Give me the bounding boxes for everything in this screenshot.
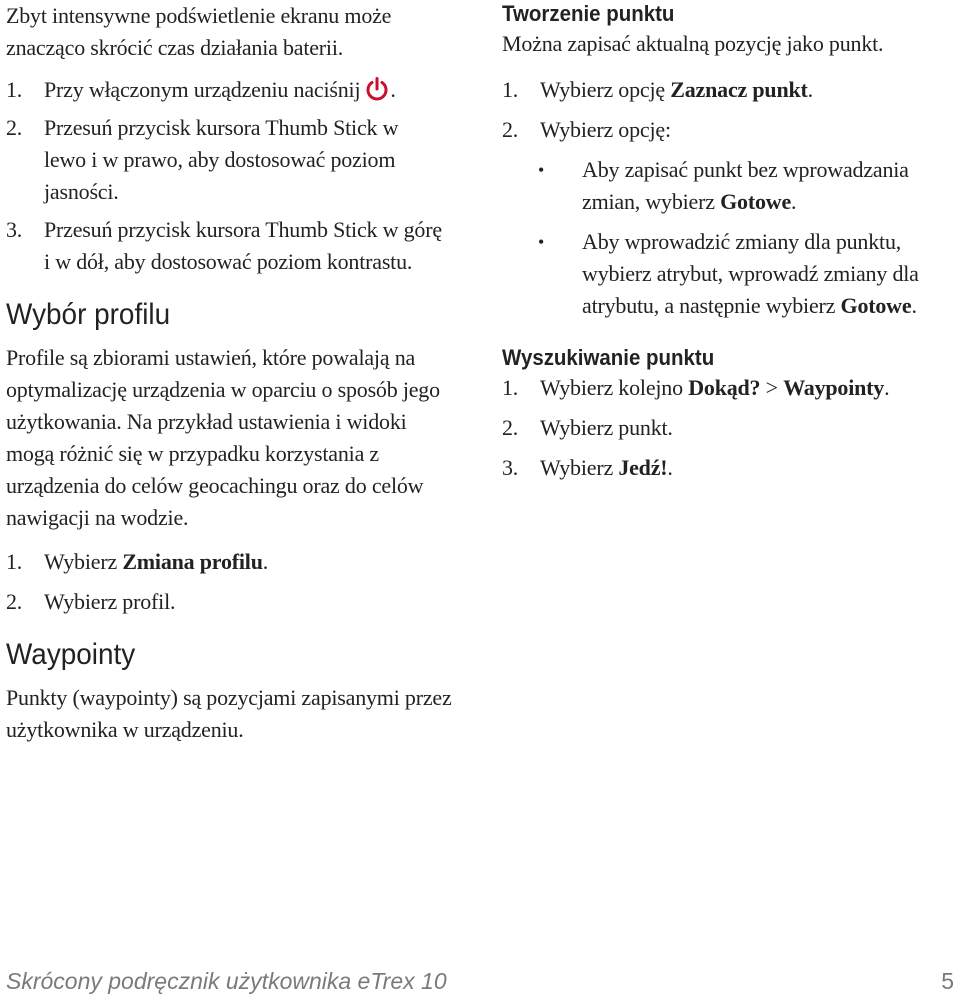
page-footer [6, 968, 954, 1002]
list-item: 3. Przesuń przycisk kursora Thumb Stick w górę i w dół, aby dostosować poziom kontrastu. [6, 217, 442, 274]
list-item: 2. Przesuń przycisk kursora Thumb Stick w lewo i w prawo, aby dostosować poziom jasności. [6, 115, 399, 204]
profile-heading: Wybór profilu [6, 298, 171, 331]
list-item: 1. Przy włączonym urządzeniu naciśnij . [6, 77, 396, 102]
right-column [502, 0, 954, 484]
list-item: 2. Wybierz profil. [6, 589, 176, 614]
manual-title: Skrócony podręcznik użytkownika eTrex 10 [6, 968, 447, 994]
list-item: 2. Wybierz punkt. [502, 415, 673, 440]
list-item: 2. Wybierz opcję: [502, 117, 671, 142]
left-column [6, 0, 466, 746]
waypoints-description: Punkty (waypointy) są pozycjami zapisanymi przez użytkownika w urządzeniu. [6, 685, 452, 742]
backlight-steps [6, 74, 466, 278]
page-number: 5 [941, 968, 954, 994]
list-item: 1. Wybierz Zmiana profilu. [6, 549, 269, 574]
list-item: • Aby zapisać punkt bez wprowadzania zmian, wybierz Gotowe. [502, 154, 960, 218]
create-waypoint-steps [502, 74, 954, 146]
find-waypoint-steps [502, 372, 954, 484]
waypoints-heading: Waypointy [6, 638, 136, 671]
list-item: • Aby wprowadzić zmiany dla punktu, wybierz atrybut, wprowadź zmiany dla atrybutu, a następnie wybierz Gotowe. [502, 226, 952, 322]
profile-description: Profile są zbiorami ustawień, które powalają na optymalizację urządzenia w oparciu o sposób jego użytkowania. Na przykład ustawienia i widoki mogą różnić się w przypadku korzystania z urządzenia do celów geocachingu oraz do celów nawigacji na wodzie. [6, 345, 440, 530]
list-item: 1. Wybierz kolejno Dokąd? > Waypointy. [502, 375, 890, 400]
list-item: 1. Wybierz opcję Zaznacz punkt. [502, 77, 813, 102]
create-waypoint-description: Można zapisać aktualną pozycję jako punkt. [502, 31, 884, 56]
backlight-intro: Zbyt intensywne podświetlenie ekranu może znacząco skrócić czas działania baterii. [6, 3, 392, 60]
create-waypoint-heading: Tworzenie punktu [502, 1, 675, 26]
create-waypoint-options [502, 154, 954, 322]
find-waypoint-heading: Wyszukiwanie punktu [502, 345, 715, 370]
power-icon [364, 76, 390, 102]
profile-steps [6, 546, 466, 618]
list-item: 3. Wybierz Jedź!. [502, 455, 673, 480]
